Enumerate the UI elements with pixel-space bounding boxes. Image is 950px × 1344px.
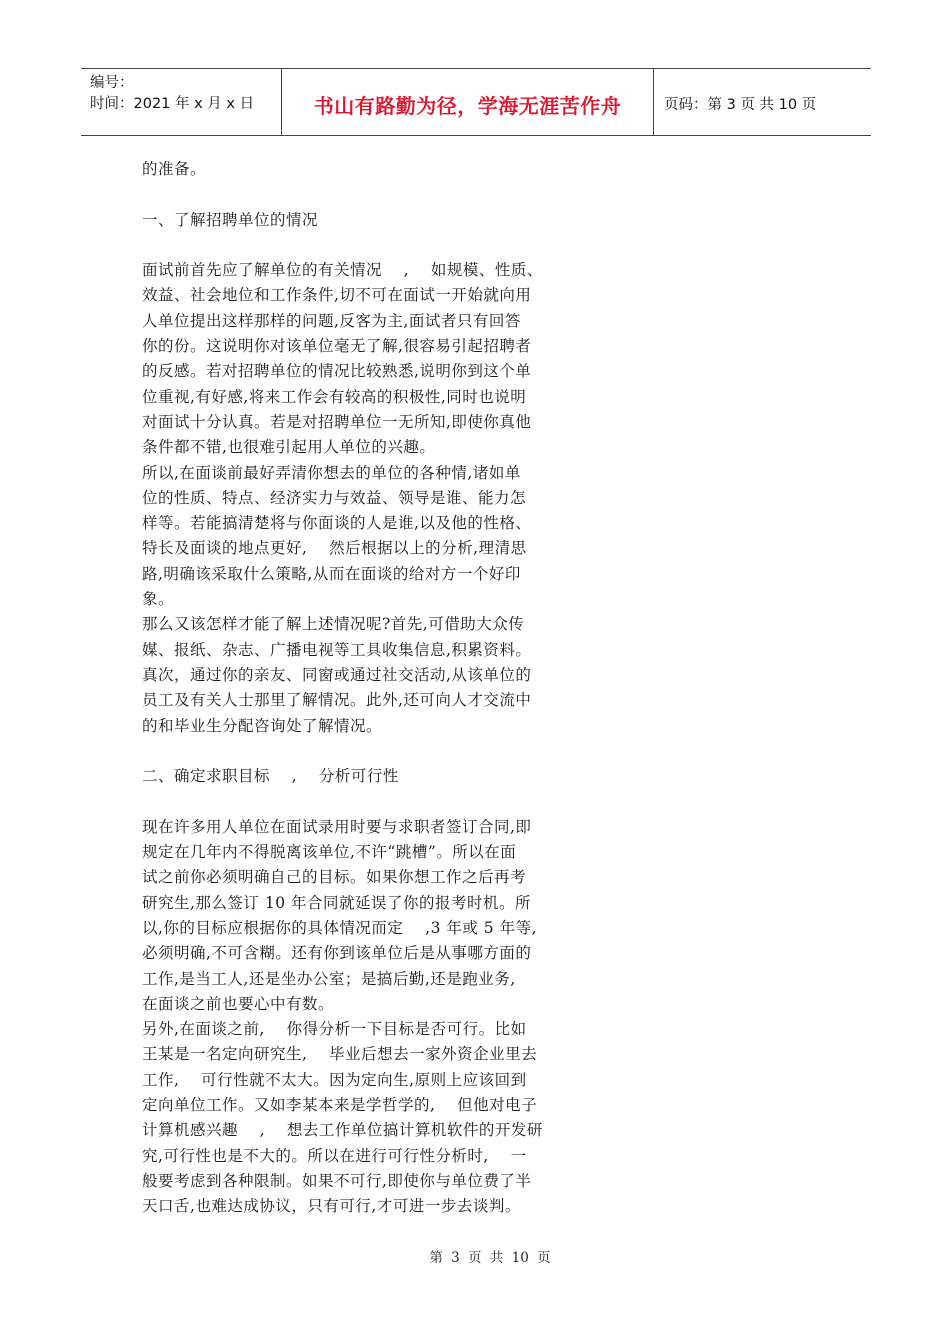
body-text-line: 的和毕业生分配咨询处了解情况。 (142, 716, 383, 735)
blank-line (142, 182, 562, 207)
body-text-line: 究,可行性也是不大的。所以在进行可行性分析时, 一 (142, 1146, 527, 1165)
page-header (81, 68, 871, 136)
body-text-line: 样等。若能搞清楚将与你面谈的人是谁,以及他的性格、 (142, 514, 532, 533)
body-text-line: 必须明确,不可含糊。还有你到该单位后是从事哪方面的 (142, 944, 532, 963)
body-text-line: 天口舌,也难达成协议，只有可行,才可进一步去谈判。 (142, 1197, 521, 1216)
body-text-line: 媒、报纸、杂志、广播电视等工具收集信息,积累资料。 (142, 640, 532, 659)
blank-line (142, 233, 562, 258)
body-text-line: 的反感。若对招聘单位的情况比较熟悉,说明你到这个单 (142, 362, 532, 381)
body-text-line: 研究生,那么签订 10 年合同就延误了你的报考时机。所 (142, 893, 532, 912)
body-text-line: 另外,在面谈之前, 你得分析一下目标是否可行。比如 (142, 1020, 527, 1039)
body-text-line: 般要考虑到各种限制。如果不可行,即使你与单位费了半 (142, 1171, 532, 1190)
body-text-line: 以,你的目标应根据你的具体情况而定 ,3 年或 5 年等, (142, 918, 537, 937)
body-text-line: 定向单位工作。又如李某本来是学哲学的, 但他对电子 (142, 1095, 538, 1114)
body-text-line: 在面谈之前也要心中有数。 (142, 994, 335, 1013)
blank-line (142, 789, 562, 814)
body-text-line: 面试前首先应了解单位的有关情况 , 如规模、性质、 (142, 261, 543, 280)
body-text-line: 王某是一名定向研究生, 毕业后想去一家外资企业里去 (142, 1045, 538, 1064)
section-heading: 二、确定求职目标 , 分析可行性 (142, 767, 399, 786)
body-text-line: 规定在几年内不得脱离该单位,不许“跳槽”。所以在面 (142, 843, 517, 862)
body-text-line: 现在许多用人单位在面试录用时要与求职者签订合同,即 (142, 817, 532, 836)
body-text-line: 位重视,有好感,将来工作会有较高的积极性,同时也说明 (142, 387, 527, 406)
body-text-line: 条件都不错,也很难引起用人单位的兴趣。 (142, 438, 436, 457)
header-meta (90, 73, 280, 115)
body-text-line: 对面试十分认真。若是对招聘单位一无所知,即使你真他 (142, 412, 532, 431)
body-text-line: 你的份。这说明你对该单位毫无了解,很容易引起招聘者 (142, 337, 532, 356)
body-text-line: 的准备。 (142, 160, 207, 178)
body-text-line: 计算机感兴趣 , 想去工作单位搞计算机软件的开发研 (142, 1121, 543, 1140)
page-footer: 第 3 页 共 10 页 (429, 1250, 551, 1266)
body-text-line: 位的性质、特点、经济实力与效益、领导是谁、能力怎 (142, 488, 527, 507)
body-text-line: 所以,在面谈前最好弄清你想去的单位的各种情,诸如单 (142, 463, 521, 482)
body-text-line: 员工及有关人士那里了解情况。此外,还可向人才交流中 (142, 691, 532, 710)
header-page-info: 页码：第 3 页 共 10 页 (664, 96, 817, 113)
body-text-line: 人单位提出这样那样的问题,反客为主,面试者只有回答 (142, 311, 521, 330)
body-text-line: 工作, 可行性就不太大。因为定向生,原则上应该回到 (142, 1070, 527, 1089)
body-text-line: 试之前你必须明确自己的目标。如果你想工作之后再考 (142, 868, 527, 887)
body-text-line: 真次，通过你的亲友、同窗或通过社交活动,从该单位的 (142, 665, 532, 684)
date-label: 时间：2021 年 x 月 x 日 (90, 96, 255, 112)
body-text-line: 那么又该怎样才能了解上述情况呢?首先,可借助大众传 (142, 615, 525, 634)
body-text-line: 路,明确该采取什么策略,从而在面谈的给对方一个好印 (142, 564, 521, 583)
serial-number-label: 编号： (90, 75, 134, 91)
header-motto: 书山有路勤为径，学海无涯苦作舟 (313, 93, 622, 118)
blank-line (142, 739, 562, 764)
document-body (142, 157, 562, 1219)
body-text-line: 象。 (142, 590, 175, 609)
body-text-line: 特长及面谈的地点更好, 然后根据以上的分析,理清思 (142, 539, 527, 558)
section-heading: 一、了解招聘单位的情况 (142, 210, 319, 229)
body-text-line: 效益、社会地位和工作条件,切不可在面试一开始就向用 (142, 286, 532, 305)
header-divider (653, 69, 654, 135)
body-text-line: 工作,是当工人,还是坐办公室；是搞后勤,还是跑业务, (142, 969, 516, 988)
